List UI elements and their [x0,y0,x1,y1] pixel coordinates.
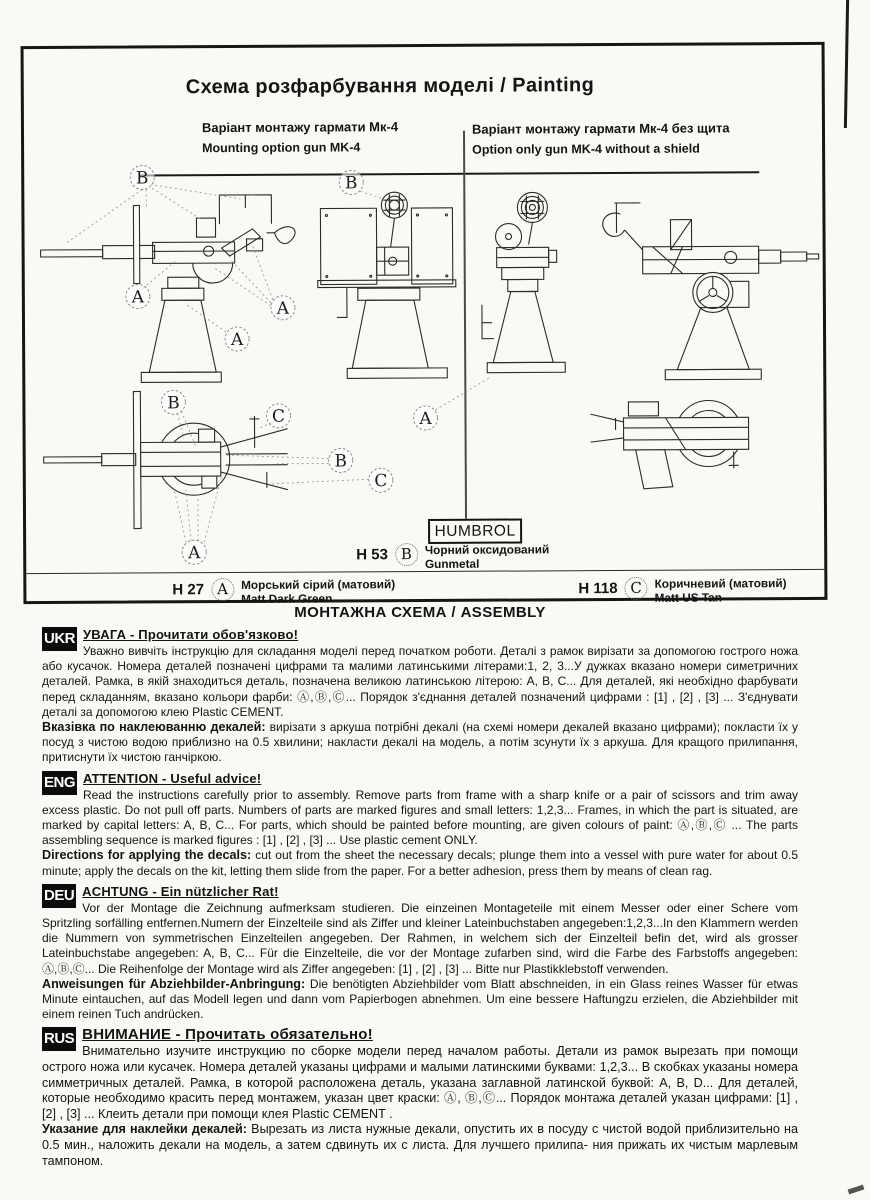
paint-name-uk: Чорний оксидований [424,542,550,557]
diagram-rear-with-shield [317,192,456,379]
assembly-section [42,604,798,1173]
paint-name-uk: Морський сірий (матовий) [241,577,396,592]
paint-name-en: Gunmetal [424,556,480,571]
paint-letter-badge: B [395,543,418,566]
diagram-top-no-shield [590,400,748,489]
callout-B [130,165,154,189]
section-decals [42,848,798,878]
lang-tag-rus: RUS [42,1027,76,1051]
section-decals [42,1122,798,1169]
decals-text: Вырезать из листа нужные декали, опустить их в посуду с чистой водой приблизительно на 0.5 мин., наложить декали на модель, а затем сдвинуть их с листа. Для лучшего прилипа- ния прижать их чистым марлевым тампоном. [42,1122,798,1168]
column-header-line-en: Mounting option gun MK-4 [202,140,361,156]
column-header-line-uk: Варіант монтажу гармати Мк-4 без щита [471,120,730,137]
scan-corner-artifact [848,1185,865,1195]
gun-diagrams [24,45,825,601]
lang-tag-eng: ENG [42,771,77,795]
diagram-side-no-shield [603,202,820,380]
section-heading: ATTENTION - Useful advice! [83,770,262,786]
section-deu [42,883,798,1023]
section-heading: ВНИМАНИЕ - Прочитать обязательно! [82,1026,373,1044]
decals-label: Вказівка по наклеюванню декалей: [42,720,266,735]
svg-text:A: A [419,408,432,430]
section-eng [42,770,798,879]
decals-label: Указание для наклейки декалей: [42,1122,247,1137]
decals-text: cut out from the sheet the necessary decals; plunge them into a vessel with pure water for about 0.5 minute; apply the decals on the kit, letting them slide from the paper. For a better adhesion, press them by means of clean rag. [42,848,798,878]
leader-lines [66,184,240,243]
paint-name-uk: Коричневий (матовий) [654,576,787,591]
lang-tag-ukr: UKR [42,627,77,651]
paint-name-en: Matt Dark Green [241,591,333,606]
section-decals [42,977,798,1023]
decals-label: Directions for applying the decals: [42,848,252,863]
section-body: Read the instructions carefully prior to assembly. Remove parts from frame with a sharp knife or a pair of scissors and trim away excess plastic. Do not pull off parts. Numbers of parts are marked figures and small letters: 1,2,3... Frames, in which the part is situated, are marked by capital letters: A, B, C... For parts, which should be painted before mounting, are given colours of paint: Ⓐ,Ⓑ,Ⓒ ... The parts assembling sequence is marked figures : [1] , [2] , [3] ... Use plastic cement ONLY. [42,787,798,848]
callout-A [126,284,150,308]
paint-row-h118 [578,576,786,605]
callout-A [271,296,295,320]
lang-tag-deu: DEU [42,884,76,908]
callout-A [413,406,437,430]
decals-text: вирізати з аркуша потрібні декалі (на схемі номери декалей вказано цифрами); покласти їх у посуд з чистою водою приблизно на 0.5 хвилини; накласти декалі на модель, а потім зсунути їх з аркуша. Для кращого прилипання, притиснути їх чистою ганчіркою. [42,720,798,765]
column-header-line-en: Option only gun MK-4 without a shield [472,141,700,157]
painting-section [21,42,828,604]
svg-text:C: C [374,471,388,492]
decals-label: Anweisungen für Abziehbilder-Anbringung: [42,976,306,991]
callout-A [182,540,206,564]
callout-C [266,404,290,428]
callout-C [369,468,393,492]
decals-text: Die benötigten Abziehbilder vom Blatt abschneiden, in ein Glass reines Wasser für etwas Minute eintauchen, auf das Modell legen und dann vom Papierbogen abnehmen. Um eine bessere Haftungzu erzielen, die Abziehbilder mit einem reinen Tuch andrücken. [42,976,798,1022]
leader-lines [360,191,384,199]
diagram-front-no-shield [481,192,565,372]
section-body: Vor der Montage die Zeichnung aufmerksam studieren. Die einzeinen Montageteile mit einem Messer oder einer Schere vom Spritzling sorfälling entfernen.Numern der Einzelteile sind als Ziffer und kleiner Lateinbuchstaben angegeben:1,2,3...In den Klammern werden die Nummern von symmetrischen Einzelteilen angegeben. Der Rahmen, in welchem sich der Einzelteil befin det, wird als grosser Lateinbuchstabe angegeben: A, B, C... Für die Einzelteile, die vor der Montage zufarben sind, wird die Farbe des Farbstoffs angegeben: Ⓐ,Ⓑ,Ⓒ... Die Reihenfolge der Montage wird als Ziffer angegeben: [1] , [2] , [3] ... Bitte nur Plastikklebstoff verwenden. [42,900,798,976]
svg-text:A: A [276,298,290,319]
callout-B [339,170,363,194]
callout-B [161,390,185,414]
section-heading: УВАГА - Прочитати обов'язково! [83,627,299,642]
paint-code: H 27 [172,581,205,599]
svg-text:A: A [131,287,145,308]
leader-lines [177,411,195,446]
leader-lines [185,303,226,332]
svg-text:C: C [271,406,286,427]
svg-text:A: A [188,543,201,564]
scan-edge-artifact [844,0,849,128]
section-decals [42,720,798,766]
section-body: Уважно вивчіть інструкцію для складання моделі перед початком роботи. Деталі з рамок вирізати за допомогою гострого ножа або кусачок. Номера деталей позначені цифрами та малими латинськими літерами:1, 2, 3...У дужках вказано номери симетричних деталей. Рамка, в якій знаходиться деталь, позначена великою латинською літерою: А, В, С... Для деталей, які необхідно фарбувати перед складанням, вказано кольори фарби: Ⓐ,Ⓑ,Ⓒ... Порядок з'єднання деталей позначений цифрами : [1] , [2] , [3] ... З'єднувати деталі за допомогою клею Plastic CEMENT. [42,644,798,719]
leader-lines [224,455,329,465]
leader-lines [143,260,177,288]
column-header-line-uk: Варіант монтажу гармати Мк-4 [201,119,399,136]
svg-text:B: B [167,393,180,414]
leader-lines [215,246,273,306]
leader-lines [435,377,491,410]
section-ukr [42,626,798,766]
diagram-side-with-shield [40,195,296,383]
svg-text:A: A [230,329,244,351]
paint-letter-badge: C [625,577,648,600]
callout-A [225,327,249,351]
paint-letter-badge: A [211,578,234,601]
leader-lines [272,479,369,484]
paint-brand-box: HUMBROL [428,518,522,543]
painting-title: Схема розфарбування моделі / Painting [185,74,595,99]
section-heading: ACHTUNG - Ein nützlicher Rat! [82,883,279,899]
paint-code: H 118 [578,579,618,598]
paint-row-h53 [356,542,549,571]
paint-name-en: Matt US Tan [654,590,722,605]
assembly-title: МОНТАЖНА СХЕМА / ASSEMBLY [294,604,546,621]
section-rus [42,1026,798,1169]
paint-row-h27 [172,577,395,606]
svg-text:B: B [344,173,358,194]
paint-code: H 53 [356,546,388,564]
callout-B [329,448,353,472]
section-body: Внимательно изучите инструкцию по сборке модели перед началом работы. Детали из рамок вырезать при помощи острого ножа или кусачек. Номера деталей указаны цифрами и малыми латинскими буквами: 1,2,3... В скобках указаны номера симметричных деталей. Рамка, в которой расположена деталь, указана заглавной латинской буквой: А, В, D... Для деталей, которые необходимо красить перед монтажем, указан цвет краски: Ⓐ, Ⓑ,Ⓒ... Порядок монтажа деталей указан цифрами: [1] , [2] , [3] ... Клеить детали при помощи клея Plastic CEMENT . [42,1044,798,1121]
svg-text:B: B [334,451,348,472]
svg-text:B: B [135,168,149,189]
